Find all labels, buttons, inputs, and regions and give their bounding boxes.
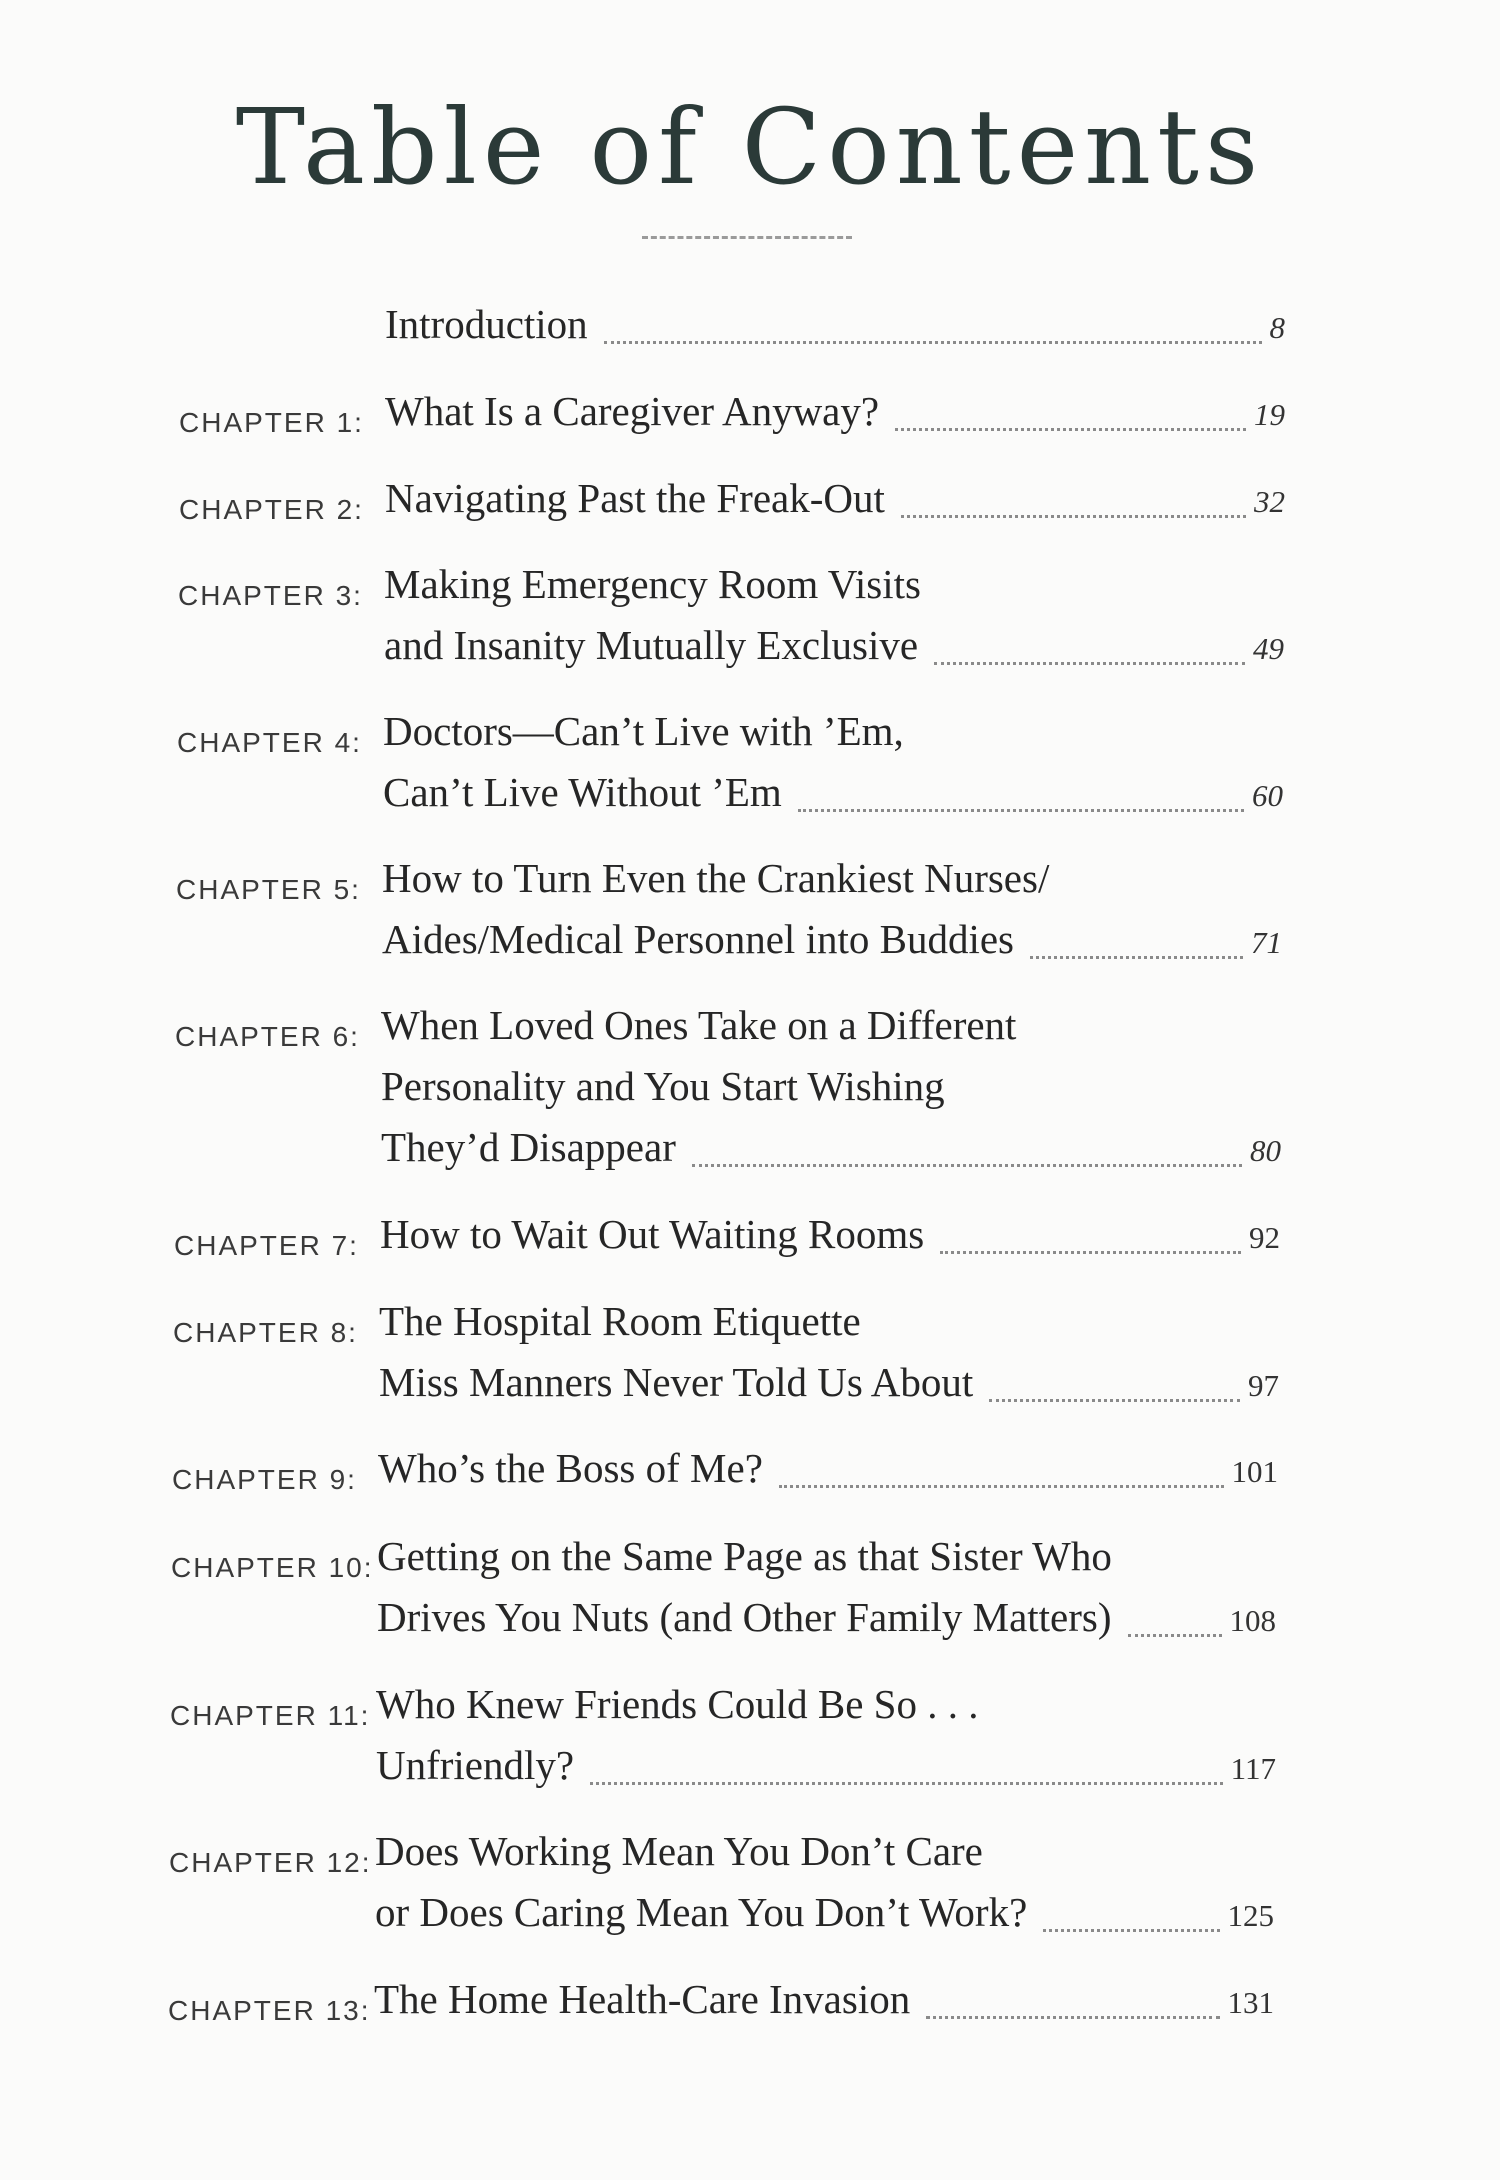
chapter-title-line: Unfriendly? — [376, 1742, 575, 1788]
chapter-title-line: Navigating Past the Freak-Out — [385, 475, 885, 521]
page-number: 49 — [1253, 631, 1284, 666]
chapter-title-line: and Insanity Mutually Exclusive — [384, 622, 919, 668]
chapter-title-line: Can’t Live Without ’Em — [383, 769, 782, 815]
chapter-label: CHAPTER 13: — [168, 1995, 371, 2026]
page-title: Table of Contents — [235, 86, 1265, 208]
page-number: 92 — [1249, 1220, 1280, 1255]
dot-leader — [940, 1251, 1241, 1254]
chapter-label: CHAPTER 3: — [178, 580, 363, 611]
dot-leader — [895, 428, 1246, 431]
chapter-title-line: Drives You Nuts (and Other Family Matters) — [377, 1594, 1112, 1640]
chapter-label: CHAPTER 10: — [171, 1552, 374, 1583]
chapter-title-line: Getting on the Same Page as that Sister Who — [377, 1533, 1112, 1579]
dot-leader — [926, 2016, 1219, 2019]
chapter-label: CHAPTER 7: — [174, 1230, 359, 1261]
chapter-label: CHAPTER 6: — [175, 1021, 360, 1052]
page-number: 60 — [1252, 778, 1283, 813]
page-number: 131 — [1227, 1985, 1274, 2020]
chapter-title-line: They’d Disappear — [381, 1124, 676, 1170]
chapter-label: CHAPTER 8: — [173, 1317, 358, 1348]
page-number: 101 — [1231, 1454, 1278, 1489]
chapter-title-line: The Home Health-Care Invasion — [374, 1976, 911, 2022]
page-number: 32 — [1254, 484, 1285, 519]
dot-leader — [798, 809, 1244, 812]
page-number: 117 — [1230, 1751, 1276, 1786]
page-number: 80 — [1250, 1133, 1281, 1168]
chapter-label: CHAPTER 11: — [170, 1700, 371, 1731]
chapter-title-line: or Does Caring Mean You Don’t Work? — [375, 1889, 1028, 1935]
page-number: 125 — [1227, 1898, 1274, 1933]
page-number: 19 — [1254, 397, 1285, 432]
chapter-title-line: What Is a Caregiver Anyway? — [385, 388, 880, 434]
chapter-label: CHAPTER 1: — [179, 407, 364, 438]
dot-leader — [934, 662, 1245, 665]
chapter-title-line: How to Wait Out Waiting Rooms — [380, 1211, 925, 1257]
dot-leader — [692, 1164, 1242, 1167]
page-number: 8 — [1269, 310, 1285, 345]
dot-leader — [901, 515, 1246, 518]
chapter-label: CHAPTER 5: — [176, 874, 361, 905]
chapter-title-line: Miss Manners Never Told Us About — [379, 1359, 974, 1405]
dot-leader — [989, 1399, 1240, 1402]
chapter-label: CHAPTER 9: — [172, 1464, 357, 1495]
chapter-label: CHAPTER 4: — [177, 727, 362, 758]
page-number: 97 — [1248, 1368, 1279, 1403]
page-number: 108 — [1229, 1603, 1276, 1638]
chapter-title-line: Introduction — [385, 301, 588, 347]
chapter-title-line: The Hospital Room Etiquette — [379, 1298, 861, 1344]
chapter-label: CHAPTER 2: — [179, 494, 364, 525]
dot-leader — [1128, 1634, 1222, 1637]
chapter-title-line: Making Emergency Room Visits — [384, 561, 921, 607]
chapter-title-line: Who Knew Friends Could Be So . . . — [376, 1681, 979, 1727]
page-number: 71 — [1251, 925, 1282, 960]
dot-leader — [1043, 1929, 1219, 1932]
chapter-title-line: When Loved Ones Take on a Different — [381, 1002, 1017, 1048]
chapter-title-line: Does Working Mean You Don’t Care — [375, 1828, 983, 1874]
chapter-title-line: Who’s the Boss of Me? — [378, 1445, 763, 1491]
chapter-title-line: Personality and You Start Wishing — [381, 1063, 945, 1109]
dot-leader — [779, 1485, 1224, 1488]
chapter-title-line: Doctors—Can’t Live with ’Em, — [383, 708, 904, 754]
chapter-title-line: How to Turn Even the Crankiest Nurses/ — [382, 855, 1050, 901]
dot-leader — [604, 341, 1262, 344]
dot-leader — [1030, 956, 1243, 959]
chapter-title-line: Aides/Medical Personnel into Buddies — [382, 916, 1014, 962]
dot-leader — [590, 1782, 1223, 1785]
chapter-label: CHAPTER 12: — [169, 1847, 372, 1878]
